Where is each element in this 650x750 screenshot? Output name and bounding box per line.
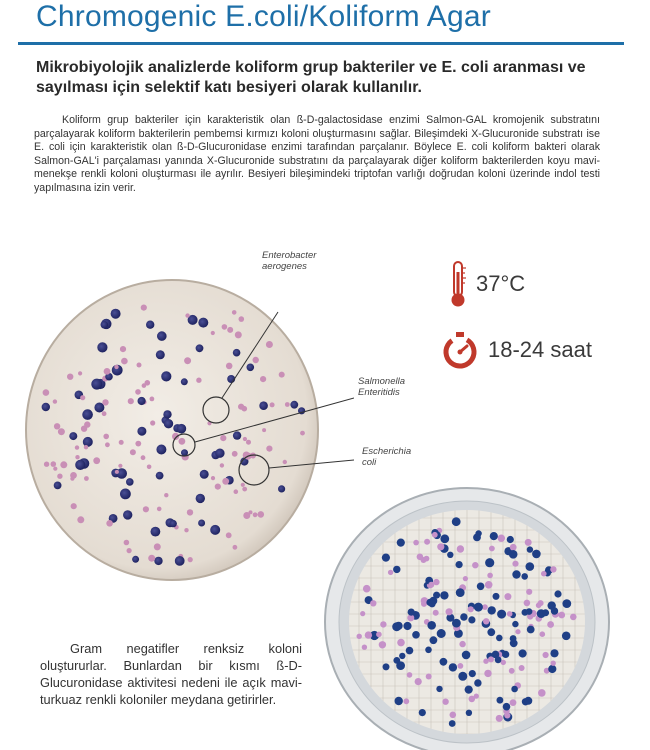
coliform-colony [415, 678, 422, 685]
coliform-colony [78, 371, 82, 375]
coliform-colony [75, 455, 79, 459]
ecoli-colony [511, 686, 518, 693]
ecoli-colony [519, 649, 527, 657]
ecoli-colony [497, 697, 504, 704]
ecoli-colony [395, 622, 403, 630]
ecoli-colony [437, 629, 446, 638]
coliform-colony [184, 528, 188, 532]
label-ecoli: Escherichia coli [362, 446, 412, 468]
coliform-colony [472, 562, 478, 568]
coliform-colony [233, 545, 238, 550]
coliform-colony [118, 464, 122, 468]
ecoli-colony [97, 342, 107, 352]
coliform-colony [512, 561, 518, 567]
coliform-colony [483, 618, 489, 624]
ecoli-colony [458, 672, 467, 681]
coliform-colony [71, 503, 77, 509]
ecoli-colony [427, 621, 436, 630]
gram-negative-note: Gram negatifler renksiz koloni oluştururlar. Bunlardan bir kısmı ß-D-Glucuronidase aktivitesi nedeni ile açık mavi-turkuaz renkli koloniler meydana getirirler. [40, 641, 302, 707]
page-subtitle: Mikrobiyolojik analizlerde koliform grup bakteriler ve E. coli aranması ve sayılması için selektif katı besiyeri olarak kullanılır. [36, 59, 586, 96]
coliform-colony [124, 540, 130, 546]
coliform-colony [300, 431, 305, 436]
coliform-colony [127, 548, 132, 553]
coliform-colony [150, 397, 155, 402]
ecoli-colony [75, 460, 85, 470]
ecoli-colony [449, 720, 456, 727]
coliform-colony [507, 611, 513, 617]
coliform-colony [164, 493, 168, 497]
coliform-colony [226, 532, 232, 538]
page-title: Chromogenic E.coli/Koliform Agar [36, 0, 491, 33]
ecoli-colony [490, 532, 498, 540]
ecoli-colony [562, 599, 571, 608]
ecoli-colony [512, 570, 520, 578]
ecoli-colony [154, 557, 162, 565]
ecoli-colony [233, 349, 241, 357]
ecoli-colony [101, 321, 109, 329]
coliform-colony [424, 556, 430, 562]
ecoli-colony [396, 661, 405, 670]
coliform-colony [102, 399, 108, 405]
coliform-colony [141, 305, 147, 311]
temperature-value: 37°C [476, 271, 526, 296]
coliform-colony [104, 368, 111, 375]
ecoli-colony [157, 331, 167, 341]
coliform-colony [570, 614, 577, 621]
coliform-colony [235, 331, 242, 338]
ecoli-colony [474, 679, 481, 686]
coliform-colony [266, 341, 273, 348]
petri-plate-closeup [24, 270, 354, 590]
ecoli-colony [156, 445, 166, 455]
coliform-colony [483, 659, 488, 664]
coliform-colony [67, 374, 73, 380]
coliform-colony [504, 593, 511, 600]
ecoli-colony [198, 520, 205, 527]
ecoli-colony [496, 635, 503, 642]
coliform-colony [130, 449, 136, 455]
coliform-colony [211, 331, 215, 335]
ecoli-colony [259, 401, 268, 410]
coliform-colony [357, 634, 362, 639]
coliform-colony [407, 672, 413, 678]
ecoli-colony [215, 449, 224, 458]
ecoli-colony [425, 647, 432, 654]
coliform-colony [115, 470, 119, 474]
ecoli-colony [488, 606, 496, 614]
coliform-colony [526, 589, 532, 595]
coliform-colony [154, 543, 161, 550]
ecoli-colony [419, 709, 426, 716]
ecoli-colony [430, 636, 438, 644]
ecoli-colony [524, 697, 532, 705]
coliform-colony [485, 581, 493, 589]
ecoli-colony [497, 610, 506, 619]
ecoli-colony [477, 583, 485, 591]
coliform-colony [380, 621, 386, 627]
coliform-colony [232, 451, 238, 457]
ecoli-colony [548, 665, 556, 673]
coliform-colony [433, 610, 439, 616]
coliform-colony [243, 437, 247, 441]
coliform-colony [496, 715, 503, 722]
coliform-colony [80, 395, 85, 400]
coliform-colony [93, 457, 100, 464]
coliform-colony [468, 606, 474, 612]
coliform-colony [509, 668, 515, 674]
coliform-colony [413, 540, 419, 546]
ecoli-colony [527, 626, 535, 634]
coliform-colony [370, 600, 376, 606]
coliform-colony [547, 621, 554, 628]
coliform-colony [120, 346, 126, 352]
ecoli-colony [562, 632, 571, 641]
coliform-colony [498, 535, 505, 542]
ecoli-colony [495, 656, 502, 663]
ecoli-colony [526, 608, 533, 615]
coliform-colony [360, 611, 365, 616]
ecoli-colony [196, 494, 205, 503]
coliform-colony [510, 699, 517, 706]
coliform-colony [538, 600, 544, 606]
coliform-colony [437, 543, 444, 550]
ecoli-colony [138, 397, 146, 405]
coliform-colony [148, 555, 155, 562]
ecoli-colony [91, 379, 102, 390]
coliform-colony [262, 428, 266, 432]
petri-plate-grid [322, 486, 612, 750]
coliform-colony [58, 428, 65, 435]
coliform-colony [135, 441, 141, 447]
title-divider [18, 42, 624, 45]
ecoli-colony [474, 603, 483, 612]
coliform-colony [53, 399, 57, 403]
coliform-colony [222, 478, 229, 485]
coliform-colony [403, 698, 409, 704]
ecoli-colony [436, 686, 442, 692]
ecoli-colony [449, 663, 457, 671]
coliform-colony [105, 442, 110, 447]
coliform-colony [226, 363, 233, 370]
coliform-colony [239, 316, 245, 322]
ecoli-colony [412, 631, 420, 639]
coliform-colony [220, 435, 226, 441]
ecoli-colony [526, 562, 535, 571]
ecoli-colony [247, 364, 255, 372]
coliform-colony [220, 463, 224, 467]
coliform-colony [550, 566, 556, 572]
ecoli-colony [161, 371, 171, 381]
label-enterobacter: Enterobacter aerogenes [262, 250, 317, 272]
coliform-colony [121, 358, 128, 365]
coliform-colony [489, 546, 495, 552]
duration-info [440, 330, 592, 370]
coliform-colony [227, 327, 233, 333]
ecoli-colony [510, 635, 517, 642]
coliform-colony [519, 665, 525, 671]
ecoli-colony [132, 556, 139, 563]
coliform-colony [253, 357, 259, 363]
coliform-colony [241, 483, 245, 487]
ecoli-colony [54, 482, 62, 490]
coliform-colony [143, 506, 149, 512]
coliform-colony [379, 641, 386, 648]
ecoli-colony [393, 566, 400, 573]
ecoli-colony [175, 556, 185, 566]
coliform-colony [84, 476, 89, 481]
coliform-colony [558, 612, 565, 619]
coliform-colony [119, 440, 124, 445]
coliform-colony [44, 462, 49, 467]
coliform-colony [482, 604, 488, 610]
duration-value: 18-24 saat [488, 337, 592, 362]
coliform-colony [450, 712, 457, 719]
ecoli-colony [440, 534, 449, 543]
coliform-colony [365, 631, 372, 638]
coliform-colony [106, 520, 113, 527]
coliform-colony [362, 645, 367, 650]
coliform-colony [137, 363, 142, 368]
coliform-colony [428, 582, 434, 588]
ecoli-colony [177, 424, 187, 434]
coliform-colony [457, 545, 464, 552]
ecoli-colony [502, 651, 509, 658]
ecoli-colony [551, 607, 558, 614]
ecoli-colony [452, 517, 461, 526]
coliform-colony [147, 465, 152, 470]
coliform-colony [484, 670, 491, 677]
coliform-colony [246, 440, 251, 445]
coliform-colony [188, 557, 193, 562]
stopwatch-icon [440, 330, 480, 370]
coliform-colony [397, 639, 405, 647]
ecoli-colony [403, 622, 411, 630]
coliform-colony [388, 570, 393, 575]
coliform-colony [459, 641, 465, 647]
ecoli-colony [465, 686, 473, 694]
coliform-colony [142, 383, 147, 388]
label-salmonella: Salmonella Enteritidis [358, 376, 405, 398]
ecoli-colony [456, 588, 465, 597]
ecoli-colony [69, 432, 77, 440]
ecoli-colony [163, 410, 171, 418]
coliform-colony [135, 389, 141, 395]
ecoli-colony [532, 550, 541, 559]
ecoli-colony [521, 573, 528, 580]
ecoli-colony [151, 527, 161, 537]
ecoli-colony [200, 470, 209, 479]
coliform-colony [541, 571, 547, 577]
coliform-colony [510, 544, 517, 551]
ecoli-colony [485, 558, 494, 567]
coliform-colony [525, 539, 532, 546]
coliform-colony [463, 576, 468, 581]
ecoli-colony [440, 658, 448, 666]
ecoli-colony [462, 651, 471, 660]
coliform-colony [543, 652, 549, 658]
ecoli-colony [408, 609, 415, 616]
ecoli-colony [383, 663, 390, 670]
ecoli-colony [507, 536, 514, 543]
coliform-colony [234, 489, 239, 494]
ecoli-colony [156, 472, 164, 480]
ecoli-colony [111, 309, 121, 319]
ecoli-colony [447, 552, 453, 558]
coliform-colony [60, 461, 67, 468]
coliform-colony [150, 420, 155, 425]
coliform-colony [53, 467, 57, 471]
coliform-colony [487, 573, 493, 579]
ecoli-colony [475, 530, 481, 536]
coliform-colony [238, 404, 244, 410]
coliform-colony [266, 446, 272, 452]
temperature-info [448, 260, 525, 308]
coliform-colony [84, 421, 90, 427]
ecoli-colony [83, 437, 93, 447]
coliform-colony [258, 511, 265, 518]
coliform-colony [253, 512, 258, 517]
ecoli-colony [429, 600, 436, 607]
coliform-colony [426, 674, 432, 680]
coliform-colony [442, 699, 448, 705]
ecoli-colony [137, 427, 146, 436]
coliform-colony [432, 532, 438, 538]
ecoli-colony [527, 546, 533, 552]
coliform-colony [540, 631, 546, 637]
ecoli-colony [466, 710, 472, 716]
coliform-colony [538, 689, 546, 697]
ecoli-colony [196, 344, 204, 352]
ecoli-colony [126, 478, 134, 486]
ecoli-colony [554, 590, 561, 597]
ecoli-colony [460, 613, 467, 620]
coliform-colony [488, 656, 494, 662]
ecoli-colony [550, 649, 558, 657]
coliform-colony [57, 474, 62, 479]
coliform-colony [458, 663, 464, 669]
ecoli-colony [399, 653, 405, 659]
ecoli-colony [123, 510, 132, 519]
coliform-colony [185, 313, 189, 317]
description-paragraph: Koliform grup bakteriler için karakteristik olan ß-D-galactosidase enzimi Salmon-GAL kromojenik substratını parçalayarak koliform bakterilerin pembemsi kırmızı koloni oluşturmasını sağlar. Bileşimdeki X-Glucuronide substratı ise E. coli için karakteristik olan ß-D-Glucuronidase enzimi tarafından parçalanır. Böylece E. coli koliform bakteri olarak Salmon-GAL'i parçalaması yanında X-Glucuronide substratını da parçalayarak diğer koliform bakterilerden koyu mavi-menekşe renkli koloni oluşturması ile ayrılır. Besiyeri bileşimindeki triptofan varlığı doğrudan koloni üzerinde indol testi yapılmasına izin verir. [34, 114, 600, 194]
ecoli-colony [440, 591, 448, 599]
coliform-colony [270, 402, 275, 407]
ecoli-colony [395, 697, 403, 705]
coliform-colony [184, 357, 191, 364]
coliform-colony [157, 507, 162, 512]
coliform-colony [128, 398, 134, 404]
thermometer-icon [448, 260, 468, 308]
ecoli-colony [181, 378, 188, 385]
coliform-colony [179, 438, 186, 445]
coliform-colony [279, 372, 285, 378]
coliform-colony [187, 509, 193, 515]
coliform-colony [285, 402, 290, 407]
ecoli-colony [233, 431, 241, 439]
coliform-colony [70, 477, 74, 481]
coliform-colony [474, 694, 479, 699]
coliform-colony [84, 445, 88, 449]
coliform-colony [515, 629, 520, 634]
coliform-colony [232, 310, 237, 315]
coliform-colony [54, 423, 60, 429]
coliform-colony [504, 712, 510, 718]
coliform-colony [215, 484, 221, 490]
ecoli-colony [487, 628, 495, 636]
ecoli-colony [82, 409, 93, 420]
coliform-colony [243, 512, 250, 519]
ecoli-colony [278, 485, 285, 492]
coliform-colony [446, 608, 453, 615]
ecoli-colony [164, 419, 173, 428]
coliform-colony [283, 460, 287, 464]
coliform-colony [75, 445, 79, 449]
ecoli-colony [456, 561, 463, 568]
coliform-colony [114, 365, 118, 369]
ecoli-colony [493, 593, 500, 600]
coliform-colony [260, 376, 266, 382]
ecoli-colony [397, 539, 405, 547]
ecoli-colony [468, 616, 475, 623]
ecoli-colony [198, 318, 208, 328]
coliform-colony [211, 476, 215, 480]
coliform-colony [363, 585, 371, 593]
coliform-colony [376, 632, 382, 638]
coliform-colony [102, 411, 107, 416]
coliform-colony [222, 324, 228, 330]
ecoli-colony [503, 703, 511, 711]
ecoli-colony [146, 321, 154, 329]
ecoli-colony [210, 525, 220, 535]
coliform-colony [196, 378, 201, 383]
ecoli-colony [469, 670, 476, 677]
ecoli-colony [382, 554, 390, 562]
coliform-colony [141, 455, 146, 460]
ecoli-colony [509, 550, 518, 559]
coliform-colony [103, 434, 109, 440]
coliform-colony [77, 516, 84, 523]
coliform-colony [424, 539, 430, 545]
ecoli-colony [542, 609, 549, 616]
ecoli-colony [156, 350, 165, 359]
coliform-colony [43, 389, 50, 396]
ecoli-colony [42, 403, 50, 411]
ecoli-colony [120, 489, 131, 500]
coliform-colony [242, 487, 247, 492]
coliform-colony [51, 461, 57, 467]
coliform-colony [551, 661, 556, 666]
ecoli-colony [170, 520, 177, 527]
ecoli-colony [406, 647, 414, 655]
ecoli-colony [290, 401, 298, 409]
ecoli-colony [512, 621, 518, 627]
coliform-colony [524, 600, 531, 607]
